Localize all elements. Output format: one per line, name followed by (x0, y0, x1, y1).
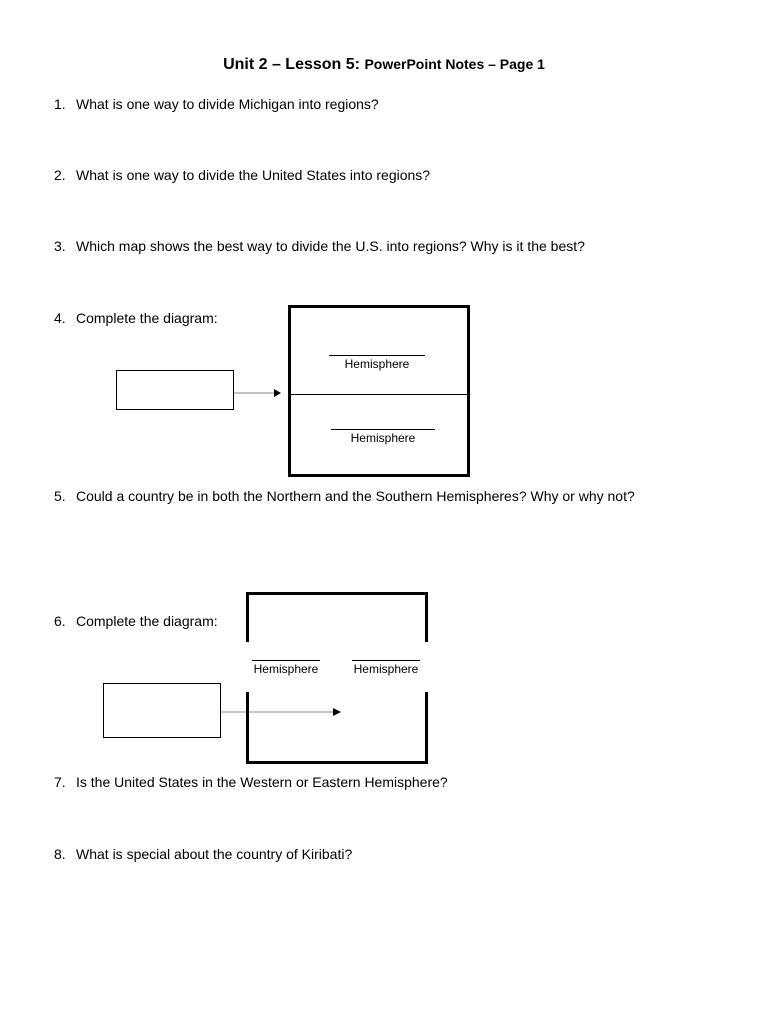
question-8 (54, 845, 352, 863)
title-sub: PowerPoint Notes – Page 1 (364, 56, 545, 72)
title-main: Unit 2 – Lesson 5: (223, 56, 360, 73)
question-number: 4. (54, 310, 66, 326)
question-text: Which map shows the best way to divide the U.S. into regions? Why is it the best? (76, 238, 585, 254)
diagram-2-left-blank[interactable] (252, 660, 320, 661)
question-7 (54, 773, 448, 791)
page-title (0, 56, 768, 74)
question-number: 1. (54, 96, 66, 112)
question-text: What is special about the country of Kiribati? (76, 846, 353, 862)
diagram-1-bottom-label: Hemisphere (350, 431, 416, 445)
diagram-1-top-blank[interactable] (329, 355, 425, 356)
question-5 (54, 487, 635, 505)
diagram-2-bottom-border (246, 761, 428, 764)
diagram-2-left-top-border (246, 592, 249, 642)
question-text: Complete the diagram: (76, 613, 218, 629)
diagram-2-right-bottom-border (425, 692, 428, 764)
diagram-1-bottom-blank[interactable] (331, 429, 435, 430)
question-1 (54, 95, 379, 113)
diagram-2-right-label: Hemisphere (353, 662, 419, 676)
diagram-2-arrow (221, 707, 345, 717)
diagram-1-input-box[interactable] (116, 370, 234, 410)
diagram-2-left-label: Hemisphere (253, 662, 319, 676)
diagram-1-top-label: Hemisphere (344, 357, 410, 371)
question-text: Is the United States in the Western or Eastern Hemisphere? (76, 774, 448, 790)
question-number: 5. (54, 488, 66, 504)
diagram-1-divider (291, 394, 467, 395)
question-number: 7. (54, 774, 66, 790)
diagram-2-left-bottom-border (246, 692, 249, 764)
diagram-1-hemisphere-box (288, 305, 470, 477)
question-text: Could a country be in both the Northern and the Southern Hemispheres? Why or why not? (76, 488, 635, 504)
diagram-2-right-top-border (425, 592, 428, 642)
question-text: What is one way to divide the United States into regions? (76, 167, 431, 183)
question-number: 2. (54, 167, 66, 183)
question-4 (54, 309, 218, 327)
diagram-1-arrow (234, 388, 284, 398)
question-text: Complete the diagram: (76, 310, 218, 326)
question-number: 3. (54, 238, 66, 254)
diagram-2-right-blank[interactable] (352, 660, 420, 661)
diagram-2-top-border (246, 592, 428, 595)
question-2 (54, 166, 430, 184)
question-3 (54, 237, 585, 255)
diagram-2-input-box[interactable] (103, 683, 221, 738)
question-text: What is one way to divide Michigan into regions? (76, 96, 379, 112)
question-number: 6. (54, 613, 66, 629)
question-6 (54, 612, 218, 630)
question-number: 8. (54, 846, 66, 862)
